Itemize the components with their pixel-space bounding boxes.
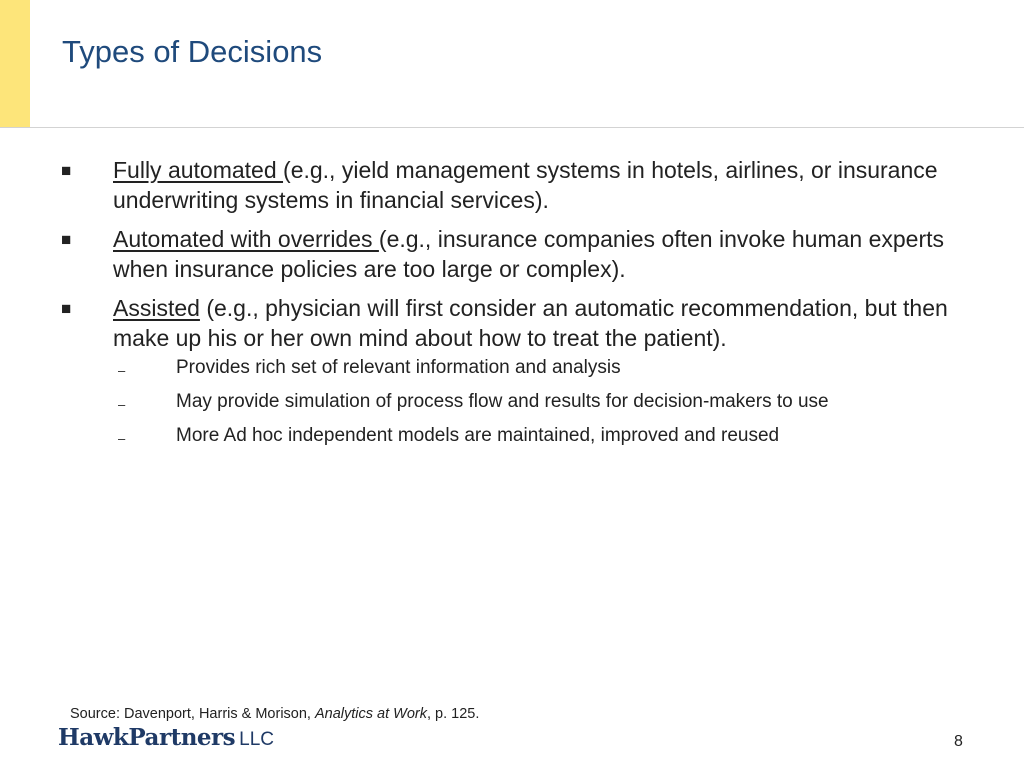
square-bullet-icon: ■ xyxy=(61,161,72,180)
source-book-title: Analytics at Work xyxy=(314,706,427,722)
square-bullet-icon: ■ xyxy=(61,230,72,249)
bullet-label: Assisted xyxy=(113,295,200,321)
sub-bullet-text: More Ad hoc independent models are maintained, improved and reused xyxy=(176,425,780,446)
dash-bullet-icon: – xyxy=(118,363,126,378)
square-bullet-icon: ■ xyxy=(61,299,72,318)
sub-bullet-item xyxy=(0,355,964,380)
sub-bullet-text: Provides rich set of relevant information and analysis xyxy=(176,357,621,378)
accent-bar xyxy=(0,0,30,127)
dash-bullet-icon: – xyxy=(118,397,126,412)
source-citation xyxy=(70,706,479,722)
bullet-label: Automated with overrides xyxy=(113,226,379,252)
bullet-list xyxy=(0,155,1024,457)
logo-name: HawkPartners xyxy=(58,724,236,751)
sub-bullet-text: May provide simulation of process flow and results for decision-makers to use xyxy=(176,391,829,412)
source-suffix: , p. 125. xyxy=(426,706,480,722)
bullet-text: (e.g., physician will first consider an automatic recommendation, but then make up his or her own mind about how to treat the patient). xyxy=(113,295,948,351)
sub-bullet-item xyxy=(0,389,964,414)
title-divider xyxy=(0,127,1024,128)
page-number: 8 xyxy=(954,733,963,750)
slide-title: Types of Decisions xyxy=(62,34,323,69)
hawkpartners-logo xyxy=(58,724,274,751)
bullet-assisted xyxy=(0,293,1024,448)
bullet-label: Fully automated xyxy=(113,157,284,183)
sub-bullet-list xyxy=(0,355,964,448)
bullet-fully-automated xyxy=(0,155,1024,215)
sub-bullet-item xyxy=(0,423,964,448)
source-prefix: Source: Davenport, Harris & Morison, xyxy=(70,706,315,722)
bullet-automated-with-overrides xyxy=(0,224,1024,284)
logo-suffix: LLC xyxy=(239,729,274,750)
bullet-text: (e.g., insurance companies often invoke human experts when insurance policies are too large or complex). xyxy=(113,226,945,282)
dash-bullet-icon: – xyxy=(118,431,126,446)
bullet-text: (e.g., yield management systems in hotels, airlines, or insurance underwriting systems in financial services). xyxy=(113,157,938,213)
